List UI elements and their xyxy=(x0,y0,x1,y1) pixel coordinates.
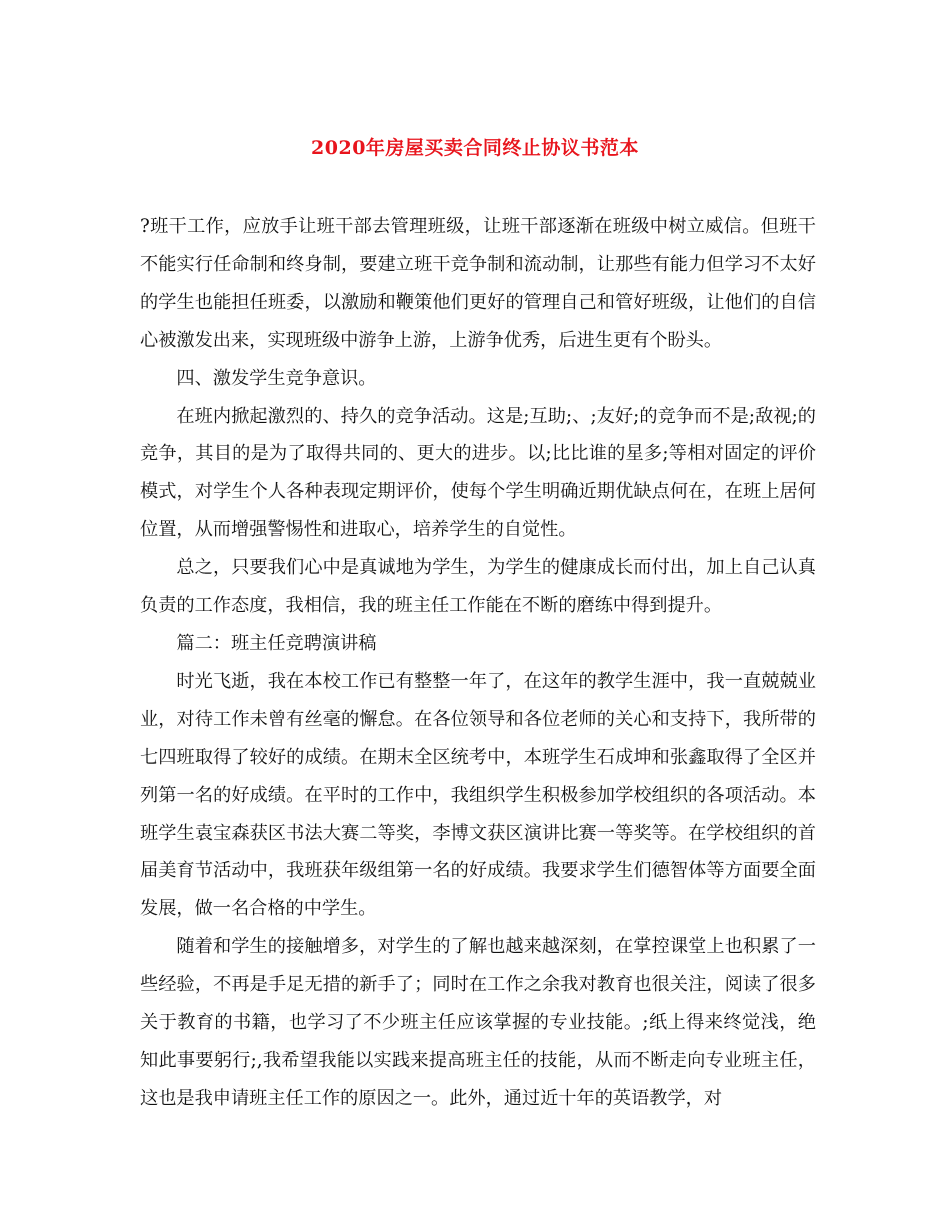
document-body xyxy=(140,208,816,1118)
paragraph-5-heading: 篇二：班主任竞聘演讲稿 xyxy=(176,632,377,654)
paragraph-7: 随着和学生的接触增多，对学生的了解也越来越深刻，在掌控课堂上也积累了一些经验，不再是手足无措的新手了；同时在工作之余我对教育也很关注，阅读了很多关于教育的书籍，也学习了不少班主任应该掌握的专业技能。;纸上得来终觉浅，绝知此事要躬行;,我希望我能以实践来提高班主任的技能，从而不断走向专业班主任，这也是我申请班主任工作的原因之一。此外，通过近十年的英语教学，对 xyxy=(140,936,816,1109)
paragraph-1: ?班干工作，应放手让班干部去管理班级，让班干部逐渐在班级中树立威信。但班干不能实行任命制和终身制，要建立班干竞争制和流动制，让那些有能力但学习不太好的学生也能担任班委，以激励和鞭策他们更好的管理自己和管好班级，让他们的自信心被激发出来，实现班级中游争上游，上游争优秀，后进生更有个盼头。 xyxy=(140,216,816,351)
paragraph-4: 总之，只要我们心中是真诚地为学生，为学生的健康成长而付出，加上自己认真负责的工作态度，我相信，我的班主任工作能在不断的磨练中得到提升。 xyxy=(140,557,816,617)
paragraph-2-heading: 四、激发学生竞争意识。 xyxy=(176,367,377,389)
paragraph-6: 时光飞逝，我在本校工作已有整整一年了，在这年的教学生涯中，我一直兢兢业业，对待工作未曾有丝毫的懈怠。在各位领导和各位老师的关心和支持下，我所带的七四班取得了较好的成绩。在期末全区统考中，本班学生石成坤和张鑫取得了全区并列第一名的好成绩。在平时的工作中，我组织学生积极参加学校组织的各项活动。本班学生袁宝森获区书法大赛二等奖，李博文获区演讲比赛一等奖等。在学校组织的首届美育节活动中，我班获年级组第一名的好成绩。我要求学生们德智体等方面要全面发展，做一名合格的中学生。 xyxy=(140,670,816,920)
paragraph-3: 在班内掀起激烈的、持久的竞争活动。这是;互助;、;友好;的竞争而不是;敌视;的竞争，其目的是为了取得共同的、更大的进步。以;比比谁的星多;等相对固定的评价模式，对学生个人各种表现定期评价，使每个学生明确近期优缺点何在，在班上居何位置，从而增强警惕性和进取心，培养学生的自觉性。 xyxy=(140,405,816,541)
document-title: 2020年房屋买卖合同终止协议书范本 xyxy=(311,137,639,159)
